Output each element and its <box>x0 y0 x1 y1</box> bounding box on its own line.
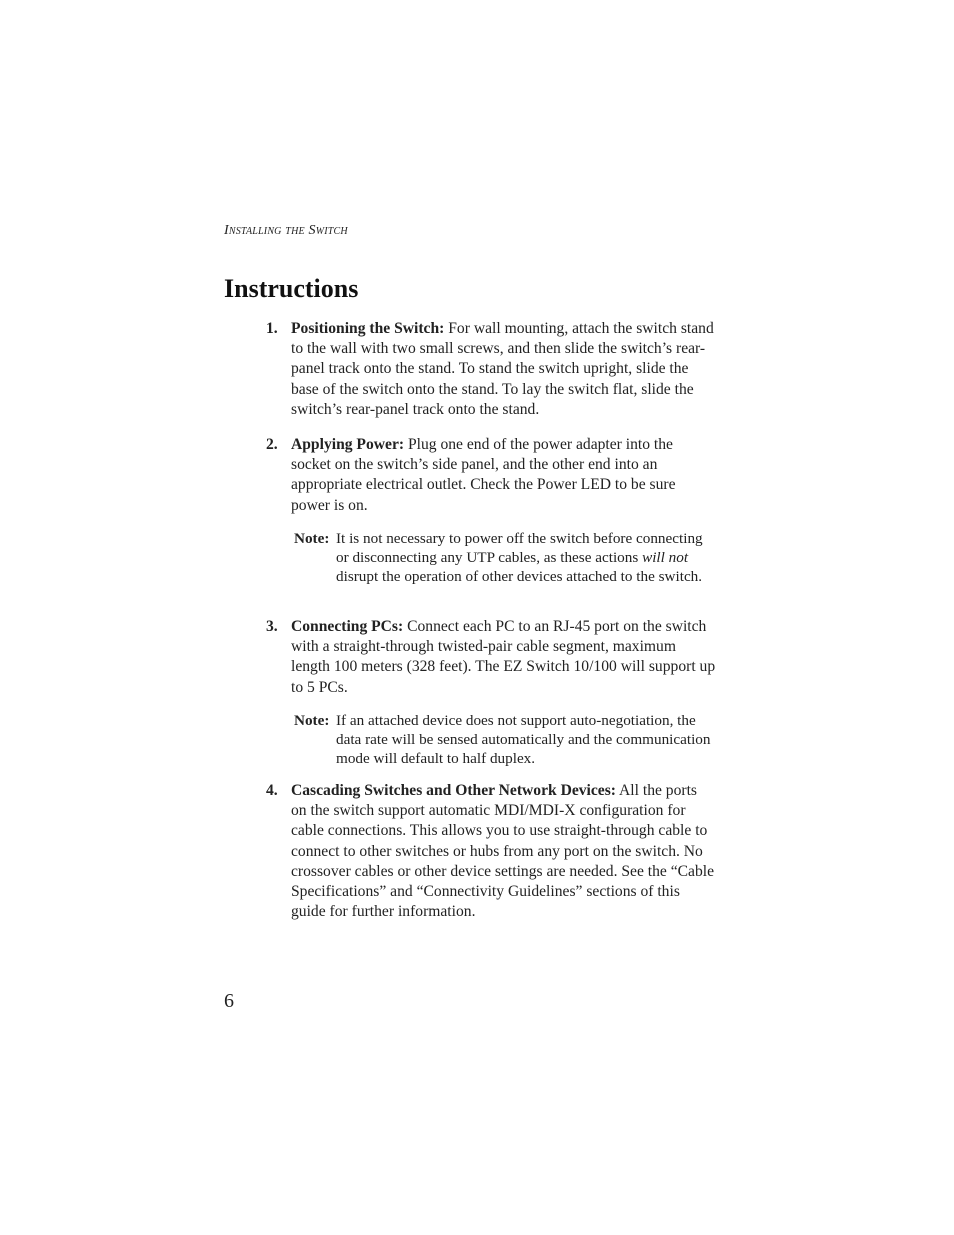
list-item <box>266 781 716 922</box>
list-item <box>266 319 716 420</box>
item-text: All the ports on the switch support automatic MDI/MDI-X configuration for cable connections. This allows you to use straight-through cable to connect to other switches or hubs from any port on the switch. No crossover cables or other device settings are needed. See the “Cable Specifications” and “Connectivity Guidelines” sections of this guide for further information. <box>291 782 715 921</box>
item-body <box>291 319 716 420</box>
note-text: disrupt the operation of other devices attached to the switch. <box>336 567 703 585</box>
item-number: 4. <box>266 782 278 799</box>
note-body <box>336 530 716 586</box>
item-body <box>291 781 716 922</box>
item-lead: Positioning the Switch: <box>291 320 445 337</box>
item-number: 1. <box>266 320 278 337</box>
running-head: Installing the Switch <box>224 223 348 238</box>
list-item <box>266 617 716 698</box>
item-text: Plug one end of the power adapter into the socket on the switch’s side panel, and the other end into an appropriate electrical outlet. Check the Power LED to be sure power is on. <box>291 436 676 514</box>
item-number: 3. <box>266 618 278 635</box>
item-body <box>291 435 716 516</box>
item-text: Connect each PC to an RJ-45 port on the switch with a straight-through twisted-pair cable segment, maximum length 100 meters (328 feet). The EZ Switch 10/100 will support up to 5 PCs. <box>291 618 716 696</box>
page-number: 6 <box>224 990 234 1012</box>
note-body <box>336 712 716 768</box>
list-item <box>266 435 716 516</box>
item-text: For wall mounting, attach the switch stand to the wall with two small screws, and then slide the switch’s rear-panel track onto the stand. To stand the switch upright, slide the base of the switch onto the stand. To lay the switch flat, slide the switch’s rear-panel track onto the stand. <box>291 320 714 418</box>
note-label: Note: <box>294 530 330 547</box>
item-lead: Cascading Switches and Other Network Devices: <box>291 782 616 799</box>
note <box>294 530 716 586</box>
note-text: If an attached device does not support auto-negotiation, the data rate will be sensed automatically and the communication mode will default to half duplex. <box>336 712 711 767</box>
item-lead: Applying Power: <box>291 436 405 453</box>
item-number: 2. <box>266 436 278 453</box>
section-title: Instructions <box>224 274 359 303</box>
note-text: It is not necessary to power off the switch before connecting or disconnecting any UTP cables, as these actions <box>336 530 703 566</box>
note-emphasis: will not <box>642 548 689 566</box>
note <box>294 712 716 768</box>
note-label: Note: <box>294 712 330 729</box>
item-body <box>291 617 716 698</box>
item-lead: Connecting PCs: <box>291 618 404 635</box>
